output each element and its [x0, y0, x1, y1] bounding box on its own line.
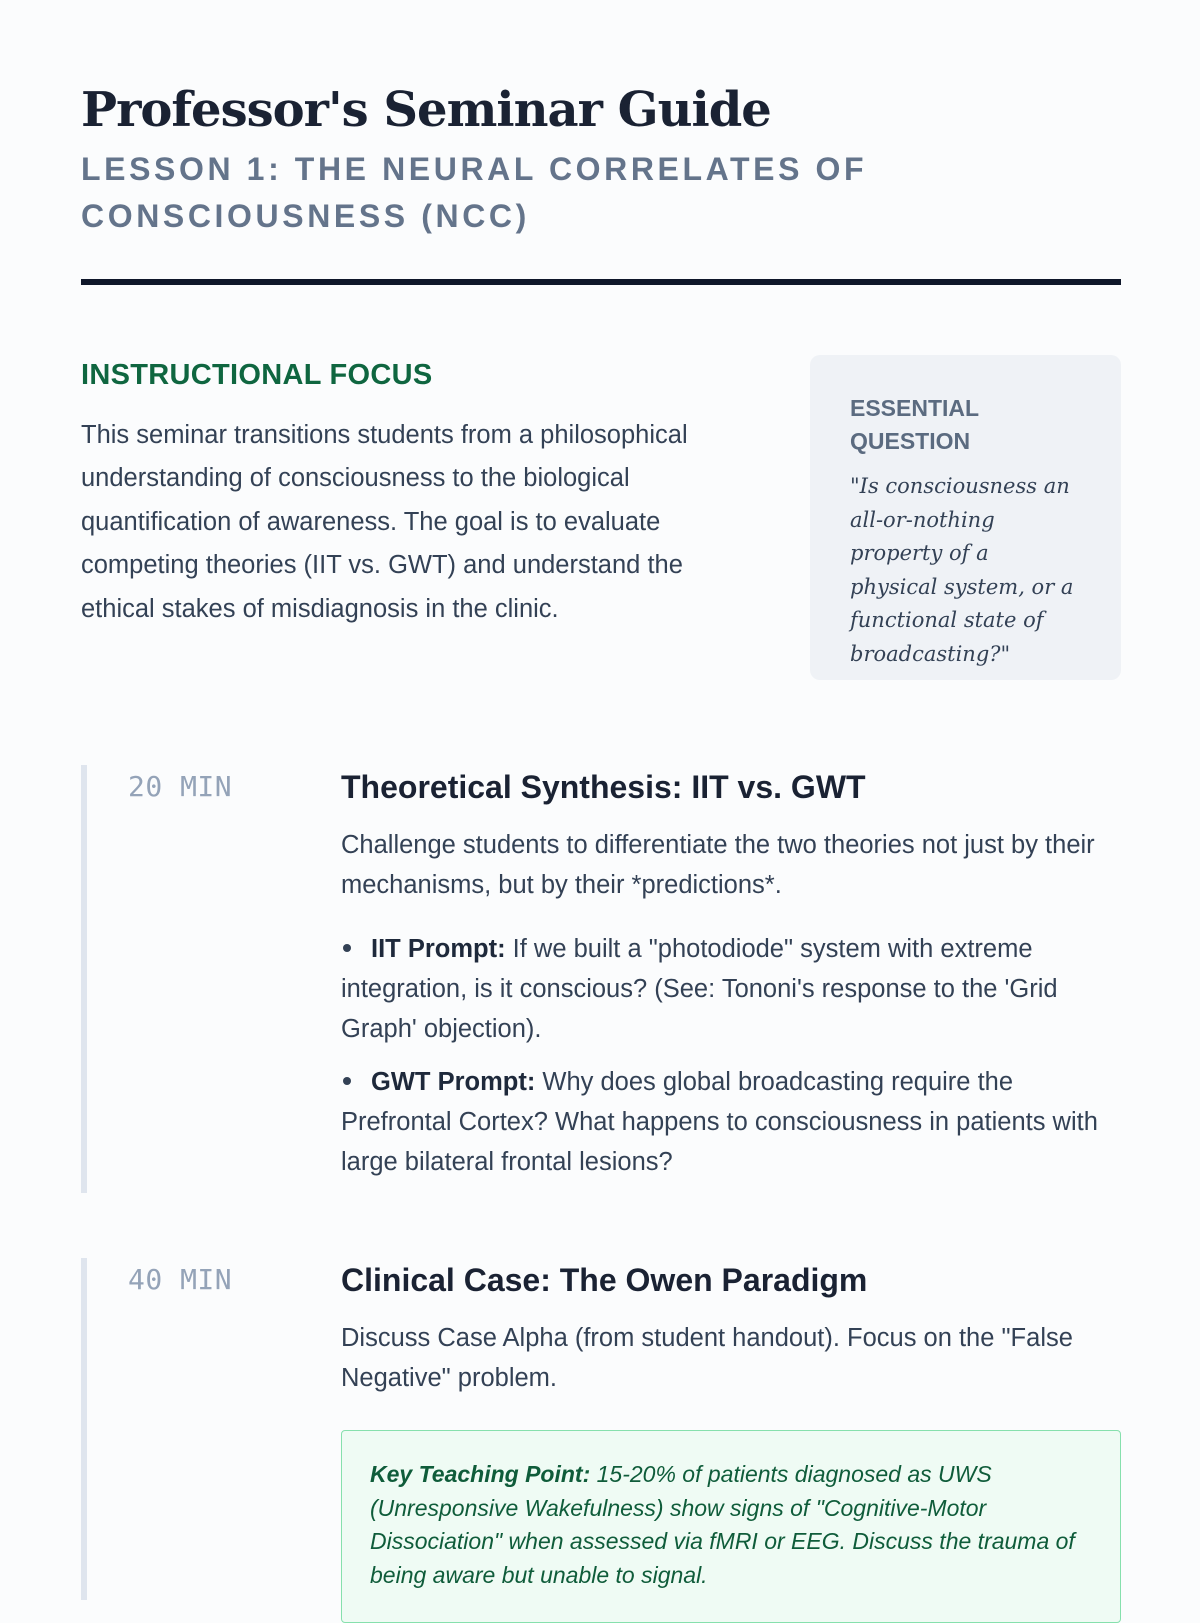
timeline-bar	[81, 765, 87, 1193]
segment-description: Challenge students to differentiate the two theories not just by their mechanisms, but by their *predictions*.	[341, 831, 1095, 899]
list-item	[341, 1062, 1121, 1182]
bullet-icon	[343, 1077, 351, 1085]
instructional-focus-heading: INSTRUCTIONAL FOCUS	[81, 359, 433, 391]
callout-text: 15-20% of patients diagnosed as UWS (Unresponsive Wakefulness) show signs of "Cognitive-Motor Dissociation" when assessed via fMRI or EEG. Discuss the trauma of being aware but unable to signal.	[370, 1461, 1075, 1588]
segment-duration: 40 MIN	[128, 1263, 233, 1296]
callout-label: Key Teaching Point:	[370, 1461, 591, 1487]
list-item	[341, 929, 1121, 1049]
segment-content	[341, 1258, 1121, 1623]
timeline-bar	[81, 1258, 87, 1600]
prompt-list	[341, 929, 1121, 1182]
prompt-text: Why does global broadcasting require the Prefrontal Cortex? What happens to consciousness in patients with large bilateral frontal lesions?	[341, 1068, 1098, 1176]
bullet-icon	[343, 944, 351, 952]
key-teaching-point-callout	[341, 1430, 1121, 1623]
essential-question-text: "Is consciousness an all-or-nothing property of a physical system, or a functional state of broadcasting?"	[850, 474, 1074, 666]
segment-description: Discuss Case Alpha (from student handout). Focus on the "False Negative" problem.	[341, 1324, 1073, 1392]
prompt-label: IIT Prompt:	[371, 935, 506, 963]
prompt-text: If we built a "photodiode" system with extreme integration, is it conscious? (See: Tononi's response to the 'Grid Graph' objection).	[341, 935, 1058, 1043]
lesson-subtitle: LESSON 1: THE NEURAL CORRELATES OF CONSCIOUSNESS (NCC)	[81, 151, 868, 234]
segment-title: Theoretical Synthesis: IIT vs. GWT	[341, 769, 866, 805]
timeline-segment-theoretical-synthesis	[81, 765, 1121, 1193]
instructional-focus-text: This seminar transitions students from a philosophical understanding of consciousness to the biological quantification of awareness. The goal is to evaluate competing theories (IIT vs. GWT) and understand the ethical stakes of misdiagnosis in the clinic.	[81, 421, 688, 623]
timeline-segment-clinical-case	[81, 1258, 1121, 1600]
essential-question-label: ESSENTIAL QUESTION	[850, 395, 979, 454]
page-title: Professor's Seminar Guide	[81, 82, 771, 138]
prompt-label: GWT Prompt:	[371, 1068, 536, 1096]
segment-content	[341, 765, 1121, 1195]
header-divider	[81, 279, 1121, 285]
essential-question-box	[810, 355, 1121, 680]
segment-title: Clinical Case: The Owen Paradigm	[341, 1262, 868, 1298]
segment-duration: 20 MIN	[128, 770, 233, 803]
